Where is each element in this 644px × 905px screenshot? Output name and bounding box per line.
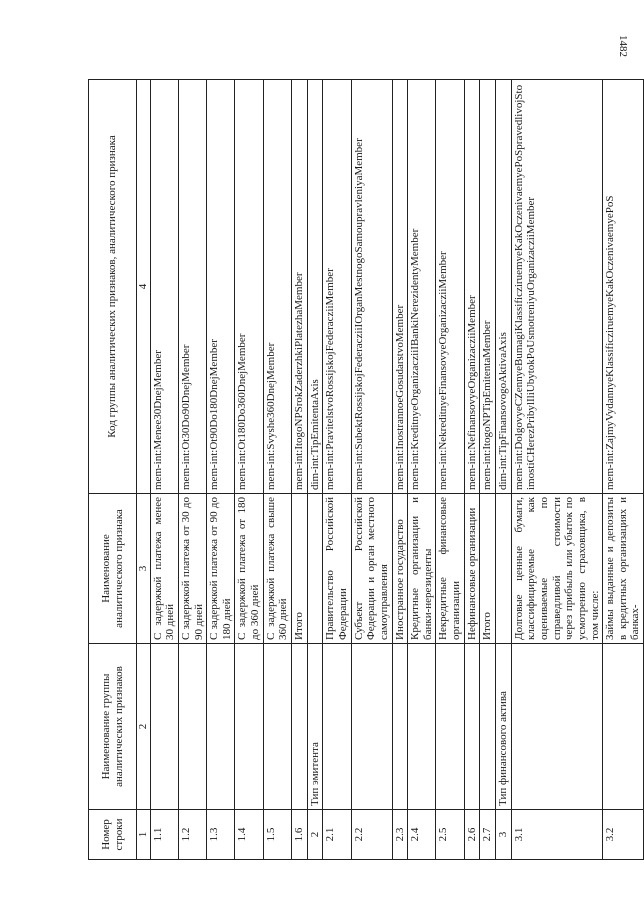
attribute-name-cell: Некредитные финансовые организации <box>436 494 464 644</box>
code-cell: mem-int:Ot30Do90DnejMember <box>178 80 206 494</box>
table-row <box>178 80 206 860</box>
attribute-name-cell: Итого <box>480 494 496 644</box>
attribute-name-cell: С задержкой платежа свыше 360 дней <box>263 494 291 644</box>
group-name-cell <box>207 644 235 810</box>
code-cell: mem-int:PravitelstvoRossijskojFederacziiMember <box>323 80 351 494</box>
row-number-cell: 2.1 <box>323 810 351 860</box>
table-row <box>603 80 644 860</box>
table-row <box>307 80 323 860</box>
attribute-name-cell: С задержкой платежа от 180 до 360 дней <box>235 494 263 644</box>
code-cell: mem-int:Menee30DnejMember <box>150 80 178 494</box>
code-cell: mem-int:Ot180Do360DnejMember <box>235 80 263 494</box>
group-name-cell <box>351 644 392 810</box>
table-row <box>323 80 351 860</box>
code-cell: mem-int:NefinansovyeOrganizacziiMember <box>464 80 480 494</box>
group-name-cell <box>511 644 602 810</box>
group-name-cell <box>408 644 436 810</box>
row-number-cell: 1.3 <box>207 810 235 860</box>
table-row <box>235 80 263 860</box>
column-header-group-name: Наименование группы аналитических признаков <box>89 644 137 810</box>
code-cell: mem-int:Svyshe360DnejMember <box>263 80 291 494</box>
column-header-attribute-name: Наименование аналитического признака <box>89 494 137 644</box>
attribute-name-cell: Займы выданные и депозиты в кредитных организациях и банках- <box>603 494 644 644</box>
row-number-cell: 1.2 <box>178 810 206 860</box>
column-header-number: Номер строки <box>89 810 137 860</box>
group-name-cell <box>436 644 464 810</box>
attribute-name-cell: Долговые ценные бумаги, классифицируемые как оцениваемые по справедливой стоимости через прибыль или убыток по усмотрению страховщика, в том числе: <box>511 494 602 644</box>
code-cell: mem-int:Ot90Do180DnejMember <box>207 80 235 494</box>
row-number-cell: 3.2 <box>603 810 644 860</box>
row-number-cell: 2.2 <box>351 810 392 860</box>
group-name-cell <box>480 644 496 810</box>
attribute-name-cell: С задержкой платежа менее 30 дней <box>150 494 178 644</box>
attribute-name-cell: С задержкой платежа от 30 до 90 дней <box>178 494 206 644</box>
row-number-cell: 2.3 <box>392 810 408 860</box>
code-cell: mem-int:SubektRossijskojFederacziiIOrganMestnogoSamoupravleniyaMember <box>351 80 392 494</box>
column-number: 4 <box>137 80 151 494</box>
row-number-cell: 1.5 <box>263 810 291 860</box>
row-number-cell: 2.4 <box>408 810 436 860</box>
group-name-cell <box>323 644 351 810</box>
table-row <box>496 80 512 860</box>
table-row <box>436 80 464 860</box>
attributes-table <box>88 79 644 860</box>
group-name-cell <box>263 644 291 810</box>
row-number-cell: 2.7 <box>480 810 496 860</box>
row-number-cell: 2 <box>307 810 323 860</box>
group-name-cell: Тип финансового актива <box>496 644 512 810</box>
column-header-code: Код группы аналитических признаков, аналитического признака <box>89 80 137 494</box>
table-row <box>480 80 496 860</box>
table-container <box>88 80 642 860</box>
code-cell: mem-int:ItogoNPTipEmitentaMember <box>480 80 496 494</box>
column-number: 1 <box>137 810 151 860</box>
table-row <box>263 80 291 860</box>
table-row <box>292 80 308 860</box>
table-row <box>392 80 408 860</box>
attribute-name-cell: Правительство Российской Федерации <box>323 494 351 644</box>
group-name-cell <box>150 644 178 810</box>
attribute-name-cell: Итого <box>292 494 308 644</box>
code-cell: mem-int:InostrannoeGosudarstvoMember <box>392 80 408 494</box>
group-name-cell <box>392 644 408 810</box>
group-name-cell: Тип эмитента <box>307 644 323 810</box>
row-number-cell: 2.5 <box>436 810 464 860</box>
group-name-cell <box>178 644 206 810</box>
group-name-cell <box>603 644 644 810</box>
code-cell: mem-int:ItogoNPSrokZaderzhkiPlatezhaMember <box>292 80 308 494</box>
column-number-row <box>137 80 151 860</box>
code-cell: mem-int:DolgovyeCZennyeBumagiKlassificziruemyeKakOczenivaemyePoSpravedlivojStoimostiCHerezPribylIliUbytokPoUsmotreniyuOrganizacziiMember <box>511 80 602 494</box>
table-row <box>408 80 436 860</box>
document-page <box>88 80 642 860</box>
row-number-cell: 2.6 <box>464 810 480 860</box>
code-cell: mem-int:NekreditnyeFinansovyeOrganizacziiMember <box>436 80 464 494</box>
attribute-name-cell: Субъект Российской Федерации и орган местного самоуправления <box>351 494 392 644</box>
table-row <box>464 80 480 860</box>
code-cell: dim-int:TipFinansovogoAktivaAxis <box>496 80 512 494</box>
table-row <box>351 80 392 860</box>
column-number: 3 <box>137 494 151 644</box>
table-row <box>207 80 235 860</box>
table-row <box>511 80 602 860</box>
row-number-cell: 1.6 <box>292 810 308 860</box>
attribute-name-cell: Кредитные организации и банки-нерезиденты <box>408 494 436 644</box>
attribute-name-cell: Иностранное государство <box>392 494 408 644</box>
group-name-cell <box>292 644 308 810</box>
table-header-row <box>89 80 137 860</box>
table-row <box>150 80 178 860</box>
group-name-cell <box>464 644 480 810</box>
group-name-cell <box>235 644 263 810</box>
row-number-cell: 3 <box>496 810 512 860</box>
row-number-cell: 1.4 <box>235 810 263 860</box>
row-number-cell: 3.1 <box>511 810 602 860</box>
attribute-name-cell <box>496 494 512 644</box>
attribute-name-cell: С задержкой платежа от 90 до 180 дней <box>207 494 235 644</box>
table-body <box>150 80 643 860</box>
row-number-cell: 1.1 <box>150 810 178 860</box>
attribute-name-cell: Нефинансовые организации <box>464 494 480 644</box>
code-cell: mem-int:ZajmyVydannyeKlassificziruemyeKakOczenivaemyePoS <box>603 80 644 494</box>
code-cell: dim-int:TipEmitentaAxis <box>307 80 323 494</box>
column-number: 2 <box>137 644 151 810</box>
code-cell: mem-int:KreditnyeOrganizacziiIBankiNerezidentyMember <box>408 80 436 494</box>
page-number: 1482 <box>617 35 629 57</box>
attribute-name-cell <box>307 494 323 644</box>
